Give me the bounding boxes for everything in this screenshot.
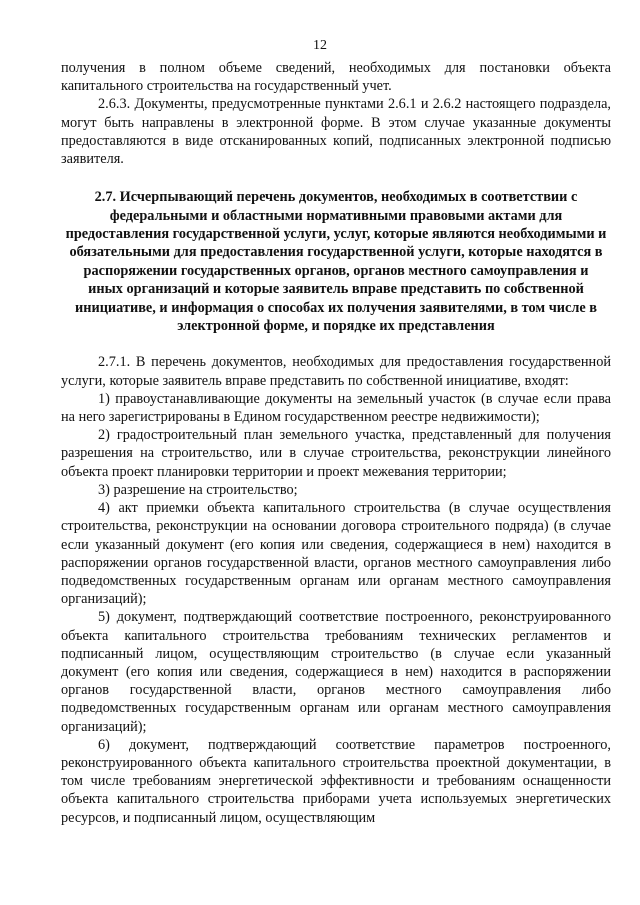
list-item-3: 3) разрешение на строительство; xyxy=(98,481,298,498)
page-number: 12 xyxy=(313,38,327,53)
list-item-4: 4) акт приемки объекта капитального строительства (в случае осуществления строительства, реконструкции на основании договора строительного подряда) (в случае если указанный документ (его копия или сведения, содержащиеся в нем) находится в распоряжении органов государственной власти, органов местного самоуправления либо подведомственных государственным органам или органам местного самоуправления организаций); xyxy=(61,500,611,608)
list-item-5: 5) документ, подтверждающий соответствие построенного, реконструированного объекта капитального строительства требованиям технических регламентов и подписанный лицом, осуществляющим строительство (в случае если указанный документ (его копия или сведения, содержащиеся в нем) находится в распоряжении органов государственной власти, органов местного самоуправления либо подведомственных государственным органам или органам местного самоуправления организаций); xyxy=(61,609,611,735)
paragraph-continuation: получения в полном объеме сведений, необходимых для постановки объекта капитального строительства на государственный учет. xyxy=(61,60,611,95)
list-item-2: 2) градостроительный план земельного участка, представленный для получения разрешения на строительство, или в случае строительства, реконструкции линейного объекта проект планировки территории и проект межевания территории; xyxy=(61,427,611,480)
list-item-1: 1) правоустанавливающие документы на земельный участок (в случае если права на него зарегистрированы в Едином государственном реестре недвижимости); xyxy=(61,390,611,426)
paragraph-2-7-1: 2.7.1. В перечень документов, необходимых для предоставления государственной услуги, которые заявитель вправе представить по собственной инициативе, входят: xyxy=(61,354,611,389)
list-item-6: 6) документ, подтверждающий соответствие параметров построенного, реконструированного объекта капитального строительства проектной документации, в том числе требованиям энергетической эффективности и требованиям оснащенности объекта капитального строительства приборами учета используемых энергетических ресурсов, и подписанный лицом, осуществляющим xyxy=(61,736,611,826)
paragraph-2-6-3: 2.6.3. Документы, предусмотренные пунктами 2.6.1 и 2.6.2 настоящего подраздела, могут быть направлены в электронной форме. В этом случае указанные документы предоставляются в виде отсканированных копий, подписанных электронной подписью заявителя. xyxy=(61,96,611,168)
section-heading-2-7: 2.7. Исчерпывающий перечень документов, необходимых в соответствии с федеральными и областными нормативными правовыми актами для предоставления государственной услуги, услуг, которые являются необходимыми и обязательными для предоставления государственной услуги, которые находятся в распоряжении государственных органов, органов местного самоуправления и иных организаций и которые заявитель вправе представить по собственной инициативе, и информация о способах их получения заявителями, в том числе в электронной форме, и порядке их представления xyxy=(65,189,607,335)
document-body xyxy=(61,59,611,827)
